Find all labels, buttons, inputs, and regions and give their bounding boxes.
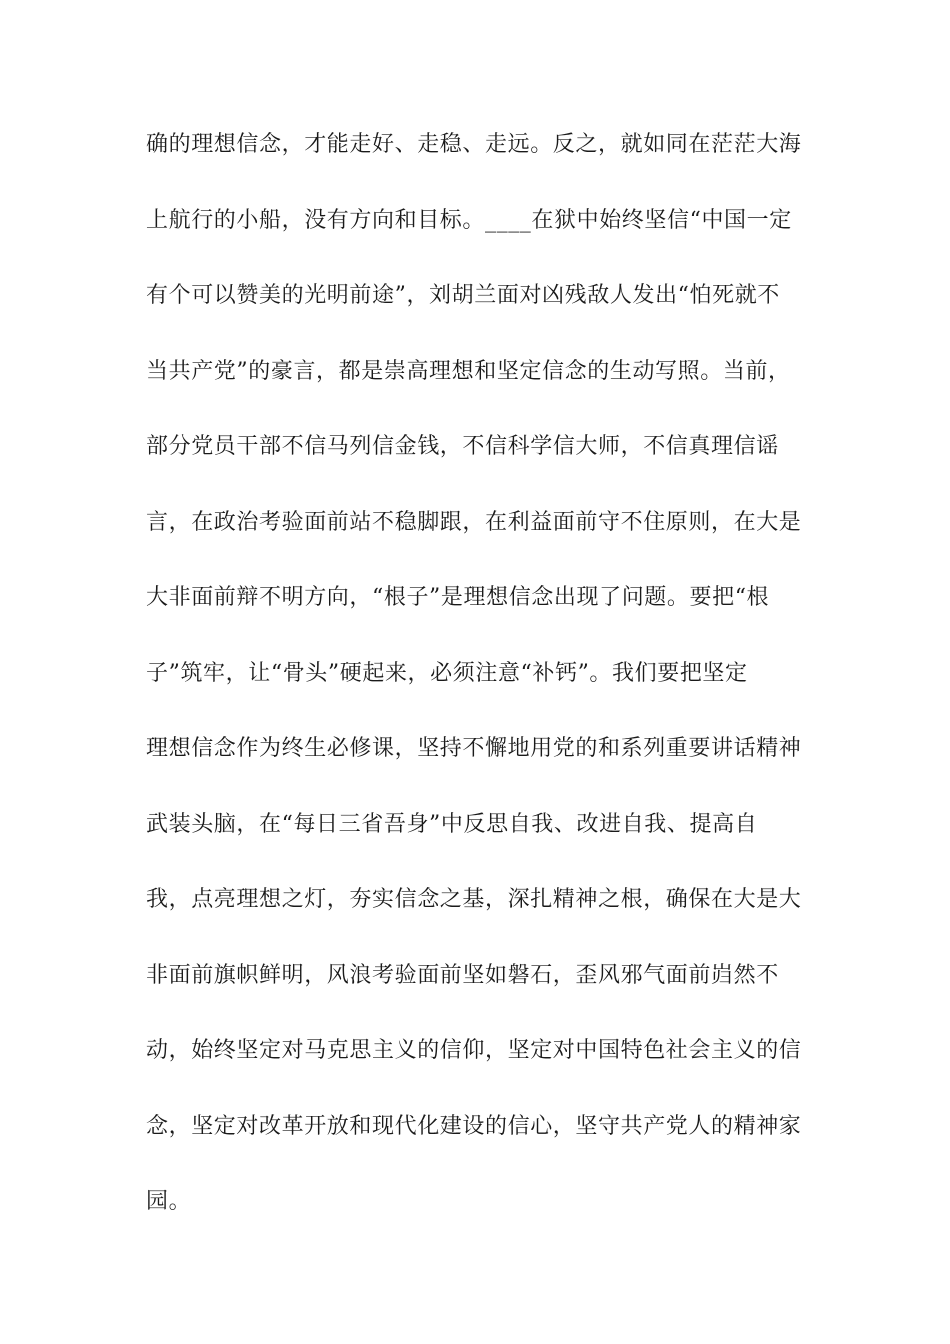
- paragraph-line: 非面前旗帜鲜明，风浪考验面前坚如磐石，歪风邪气面前岿然不: [146, 962, 779, 988]
- paragraph-line: 理想信念作为终生必修课，坚持不懈地用党的和系列重要讲话精神: [146, 736, 802, 761]
- paragraph-line: 大非面前辩不明方向，“根子”是理想信念出现了问题。要把“根: [146, 585, 770, 610]
- paragraph-line: 上航行的小船，没有方向和目标。____在狱中始终坚信“中国一定: [146, 207, 792, 233]
- paragraph-line: 动，始终坚定对马克思主义的信仰，坚定对中国特色社会主义的信: [146, 1038, 802, 1063]
- paragraph-line: 子”筑牢，让“骨头”硬起来，必须注意“补钙”。我们要把坚定: [146, 660, 748, 686]
- paragraph-line: 有个可以赞美的光明前途”，刘胡兰面对凶残敌人发出“怕死就不: [146, 283, 780, 308]
- paragraph-line: 部分党员干部不信马列信金钱，不信科学信大师，不信真理信谣: [146, 434, 779, 459]
- paragraph-line: 确的理想信念，才能走好、走稳、走远。反之，就如同在茫茫大海: [146, 132, 802, 157]
- paragraph-line: 园。: [146, 1189, 192, 1214]
- paragraph-line: 我，点亮理想之灯，夯实信念之基，深扎精神之根，确保在大是大: [146, 887, 802, 912]
- paragraph-line: 当共产党”的豪言，都是崇高理想和坚定信念的生动写照。当前，: [146, 358, 791, 384]
- paragraph-line: 言，在政治考验面前站不稳脚跟，在利益面前守不住原则，在大是: [146, 509, 802, 535]
- body-paragraph: [146, 129, 806, 1262]
- paragraph-line: 武装头脑，在“每日三省吾身”中反思自我、改进自我、提高自: [146, 811, 758, 837]
- paragraph-line: 念，坚定对改革开放和现代化建设的信心，坚守共产党人的精神家: [146, 1113, 802, 1139]
